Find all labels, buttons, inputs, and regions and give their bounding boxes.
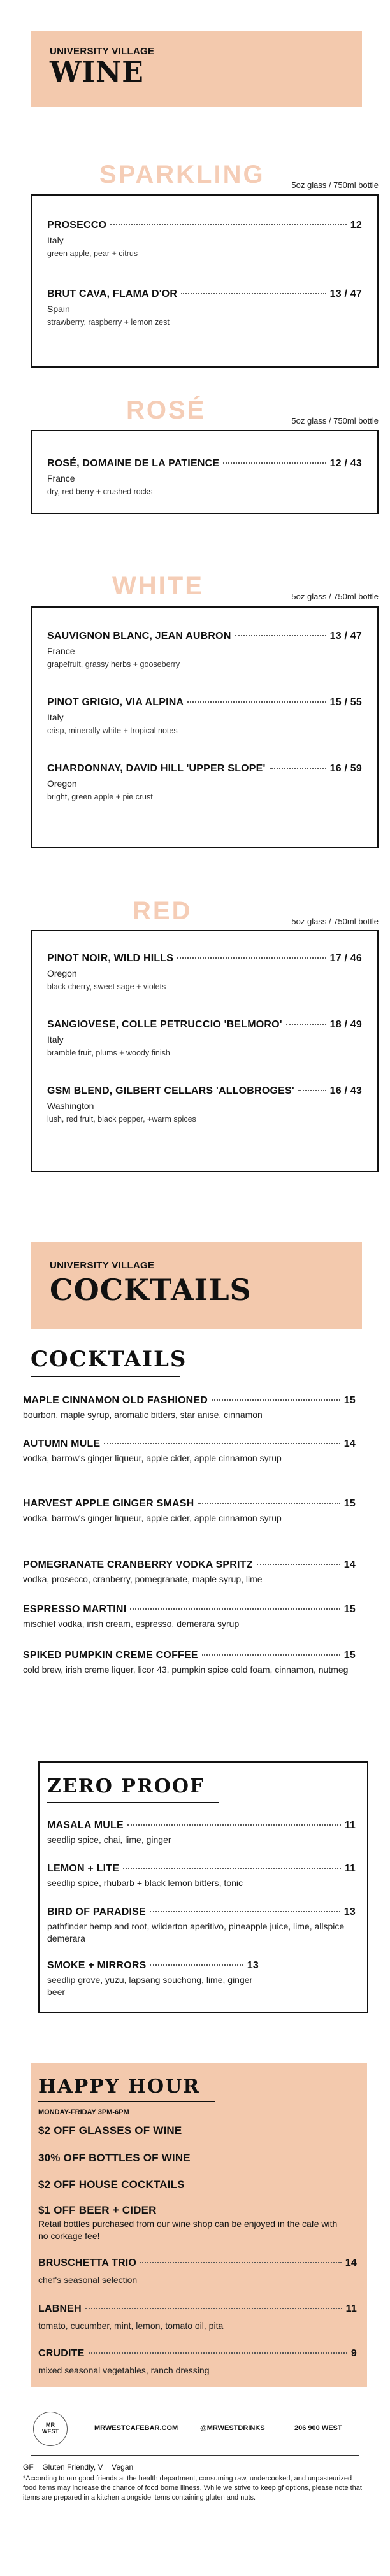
item-price: 15 — [343, 1395, 356, 1406]
item-description: pathfinder hemp and root, wilderton aperitivo, pineapple juice, lime, allspice demerara — [47, 1921, 345, 1943]
item-origin: Italy — [47, 235, 64, 245]
cocktails-header-title: COCKTAILS — [50, 1273, 252, 1307]
item-name: SMOKE + MIRRORS — [47, 1960, 147, 1971]
menu-item — [32, 631, 377, 669]
footer-address: 206 900 WEST — [294, 2424, 342, 2432]
pricing-note-white: 5oz glass / 750ml bottle — [291, 592, 379, 601]
item-origin: Washington — [47, 1101, 94, 1111]
dot-leader — [140, 2262, 342, 2263]
sparkling-menu-box — [31, 194, 379, 368]
wine-header-title: WINE — [50, 56, 144, 89]
item-price: 17 / 46 — [329, 953, 362, 964]
dot-leader — [127, 1824, 341, 1826]
menu-item — [32, 1019, 377, 1057]
menu-item — [23, 1604, 356, 1630]
section-header-red — [31, 897, 379, 929]
happy-hour-times: MONDAY-FRIDAY 3PM-6PM — [38, 2108, 129, 2116]
zero-proof-box — [38, 1761, 368, 2013]
dot-leader — [257, 1564, 340, 1565]
item-notes: green apple, pear + citrus — [47, 249, 138, 258]
dot-leader — [150, 1911, 340, 1912]
item-price: 12 / 43 — [329, 458, 362, 469]
item-price: 18 / 49 — [329, 1019, 362, 1030]
menu-item — [23, 1438, 356, 1464]
menu-item — [32, 953, 377, 991]
pricing-note-rose: 5oz glass / 750ml bottle — [291, 416, 379, 426]
item-origin: Italy — [47, 1034, 64, 1045]
item-name: PROSECCO — [47, 220, 107, 231]
item-name: ESPRESSO MARTINI — [23, 1604, 127, 1615]
item-notes: dry, red berry + crushed rocks — [47, 487, 153, 496]
item-origin: Oregon — [47, 778, 77, 789]
footer-website[interactable]: MRWESTCAFEBAR.COM — [94, 2424, 178, 2432]
item-price: 15 / 55 — [329, 697, 362, 708]
section-title-white: WHITE — [112, 572, 204, 600]
cocktails-header-subtitle: UNIVERSITY VILLAGE — [50, 1260, 155, 1271]
item-notes: lush, red fruit, black pepper, +warm spices — [47, 1115, 196, 1124]
footer-divider — [31, 2455, 359, 2456]
item-description: vodka, prosecco, cranberry, pomegranate, maple syrup, lime — [23, 1574, 263, 1584]
item-price: 15 — [343, 1650, 356, 1661]
dietary-legend: GF = Gluten Friendly, V = Vegan — [23, 2463, 134, 2472]
dot-leader — [235, 635, 326, 636]
item-price: 11 — [344, 1820, 356, 1831]
happy-hour-title: HAPPY HOUR — [38, 2075, 201, 2098]
item-name: POMEGRANATE CRANBERRY VODKA SPRITZ — [23, 1559, 253, 1570]
item-description: bourbon, maple syrup, aromatic bitters, star anise, cinnamon — [23, 1410, 263, 1420]
item-price: 14 — [343, 1438, 356, 1449]
menu-item — [23, 1498, 356, 1524]
retail-note: Retail bottles purchased from our wine shop can be enjoyed in the cafe with no corkage fee! — [38, 2219, 338, 2241]
footer-logo — [33, 2412, 68, 2446]
item-price: 14 — [343, 1559, 356, 1570]
item-origin: France — [47, 473, 75, 483]
item-name: AUTUMN MULE — [23, 1438, 101, 1449]
dot-leader — [181, 293, 326, 294]
item-name: PINOT NOIR, WILD HILLS — [47, 953, 174, 964]
item-name: LABNEH — [38, 2303, 82, 2314]
dot-leader — [110, 224, 347, 225]
footer-social[interactable]: @MRWESTDRINKS — [200, 2424, 265, 2432]
dot-leader — [198, 1503, 340, 1504]
item-name: SAUVIGNON BLANC, JEAN AUBRON — [47, 631, 231, 641]
dot-leader — [85, 2308, 342, 2309]
dot-leader — [202, 1654, 340, 1656]
item-price: 13 / 47 — [329, 289, 362, 299]
section-header-sparkling — [31, 161, 379, 192]
menu-item — [40, 1820, 367, 1846]
happy-hour-deal: $2 OFF GLASSES OF WINE — [38, 2124, 182, 2136]
dot-leader — [123, 1868, 341, 1869]
dot-leader — [130, 1608, 340, 1610]
item-price: 14 — [345, 2258, 357, 2268]
cocktails-header-banner — [31, 1242, 362, 1329]
item-price: 15 — [343, 1498, 356, 1509]
dot-leader — [150, 1964, 243, 1966]
cocktails-section-title: COCKTAILS — [31, 1347, 187, 1372]
pricing-note-sparkling: 5oz glass / 750ml bottle — [291, 180, 379, 190]
happy-hour-deal: $2 OFF HOUSE COCKTAILS — [38, 2179, 185, 2191]
item-price: 13 — [343, 1907, 356, 1917]
item-notes: grapefruit, grassy herbs + gooseberry — [47, 660, 180, 669]
item-notes: bright, green apple + pie crust — [47, 792, 153, 801]
item-name: MAPLE CINNAMON OLD FASHIONED — [23, 1395, 208, 1406]
dot-leader — [177, 957, 326, 959]
dot-leader — [89, 2352, 347, 2354]
happy-hour-deal: $1 OFF BEER + CIDER — [38, 2204, 157, 2216]
item-price: 11 — [344, 1863, 356, 1874]
item-name: CHARDONNAY, DAVID HILL 'UPPER SLOPE' — [47, 763, 266, 774]
item-description: mischief vodka, irish cream, espresso, demerara syrup — [23, 1619, 240, 1629]
item-price: 11 — [345, 2303, 357, 2314]
wine-header-subtitle: UNIVERSITY VILLAGE — [50, 46, 155, 57]
item-price: 16 / 59 — [329, 763, 362, 774]
white-menu-box — [31, 606, 379, 848]
item-description: tomato, cucumber, mint, lemon, tomato oil, pita — [38, 2321, 224, 2331]
item-origin: France — [47, 646, 75, 656]
item-origin: Oregon — [47, 968, 77, 978]
menu-item — [32, 458, 377, 496]
item-description: vodka, barrow's ginger liqueur, apple cider, apple cinnamon syrup — [23, 1453, 282, 1463]
dot-leader — [187, 701, 326, 703]
item-name: BRUT CAVA, FLAMA D'OR — [47, 289, 178, 299]
section-title-sparkling: SPARKLING — [99, 161, 265, 189]
item-notes: black cherry, sweet sage + violets — [47, 982, 166, 991]
menu-item — [32, 697, 377, 735]
item-name: HARVEST APPLE GINGER SMASH — [23, 1498, 194, 1509]
item-price: 9 — [350, 2348, 357, 2359]
item-description: cold brew, irish creme liquer, licor 43, pumpkin spice cold foam, cinnamon, nutmeg — [23, 1664, 349, 1675]
item-price: 16 / 43 — [329, 1085, 362, 1096]
item-notes: crisp, minerally white + tropical notes — [47, 726, 178, 735]
happy-hour-underline — [38, 2101, 215, 2102]
item-name: BIRD OF PARADISE — [47, 1907, 146, 1917]
menu-item — [40, 1907, 367, 1945]
dot-leader — [270, 768, 326, 769]
menu-item — [23, 1650, 356, 1676]
section-header-white — [31, 572, 379, 604]
menu-item — [23, 1395, 356, 1421]
item-description: mixed seasonal vegetables, ranch dressing — [38, 2365, 210, 2375]
item-price: 13 / 47 — [329, 631, 362, 641]
menu-item — [40, 1960, 367, 1998]
menu-item — [31, 2348, 367, 2377]
menu-item — [23, 1559, 356, 1585]
red-menu-box — [31, 930, 379, 1172]
item-price: 13 — [247, 1960, 259, 1971]
menu-item — [32, 289, 377, 327]
item-name: SANGIOVESE, COLLE PETRUCCIO 'BELMORO' — [47, 1019, 282, 1030]
wine-header-banner — [31, 31, 362, 107]
item-notes: strawberry, raspberry + lemon zest — [47, 318, 170, 327]
section-header-rose — [31, 396, 379, 428]
item-description: vodka, barrow's ginger liqueur, apple cider, apple cinnamon syrup — [23, 1513, 282, 1523]
item-description: seedlip grove, yuzu, lapsang souchong, lime, ginger beer — [47, 1975, 253, 1997]
item-name: CRUDITE — [38, 2348, 85, 2359]
item-name: PINOT GRIGIO, VIA ALPINA — [47, 697, 184, 708]
zero-proof-title: ZERO PROOF — [47, 1775, 205, 1798]
health-disclaimer: *According to our good friends at the health department, consuming raw, undercooked, and unpasteurized food items may increase the chance of food borne illness. While we strive to keep gf options, please note that items are prepared in a kitchen alongside items containing gluten and nuts. — [23, 2475, 362, 2501]
item-description: seedlip spice, chai, lime, ginger — [47, 1835, 171, 1845]
rose-menu-box — [31, 430, 379, 514]
item-notes: bramble fruit, plums + woody finish — [47, 1048, 170, 1057]
dot-leader — [212, 1399, 340, 1401]
item-description: chef's seasonal selection — [38, 2275, 138, 2285]
item-name: BRUSCHETTA TRIO — [38, 2258, 137, 2268]
item-price: 15 — [343, 1604, 356, 1615]
happy-hour-deal: 30% OFF BOTTLES OF WINE — [38, 2152, 191, 2164]
item-description: seedlip spice, rhubarb + black lemon bitters, tonic — [47, 1878, 243, 1888]
menu-item — [40, 1863, 367, 1889]
item-name: ROSÉ, DOMAINE DE LA PATIENCE — [47, 458, 220, 469]
dot-leader — [286, 1024, 326, 1025]
menu-item — [31, 2258, 367, 2286]
item-origin: Spain — [47, 304, 70, 314]
item-origin: Italy — [47, 712, 64, 722]
dot-leader — [104, 1443, 340, 1444]
menu-item — [32, 1085, 377, 1124]
pricing-note-red: 5oz glass / 750ml bottle — [291, 917, 379, 926]
menu-item — [32, 220, 377, 258]
cocktails-title-underline — [31, 1376, 180, 1377]
item-name: GSM BLEND, GILBERT CELLARS 'ALLOBROGES' — [47, 1085, 294, 1096]
menu-item — [31, 2303, 367, 2332]
dot-leader — [223, 462, 326, 464]
zero-proof-underline — [47, 1802, 219, 1803]
item-name: MASALA MULE — [47, 1820, 124, 1831]
item-name: LEMON + LITE — [47, 1863, 120, 1874]
section-title-rose: ROSÉ — [126, 396, 206, 424]
footer-logo-text: MR WEST — [42, 2422, 59, 2435]
item-name: SPIKED PUMPKIN CREME COFFEE — [23, 1650, 198, 1661]
happy-hour-panel — [31, 2063, 367, 2387]
item-price: 12 — [350, 220, 362, 231]
section-title-red: RED — [133, 897, 192, 925]
dot-leader — [298, 1090, 326, 1091]
menu-item — [32, 763, 377, 801]
